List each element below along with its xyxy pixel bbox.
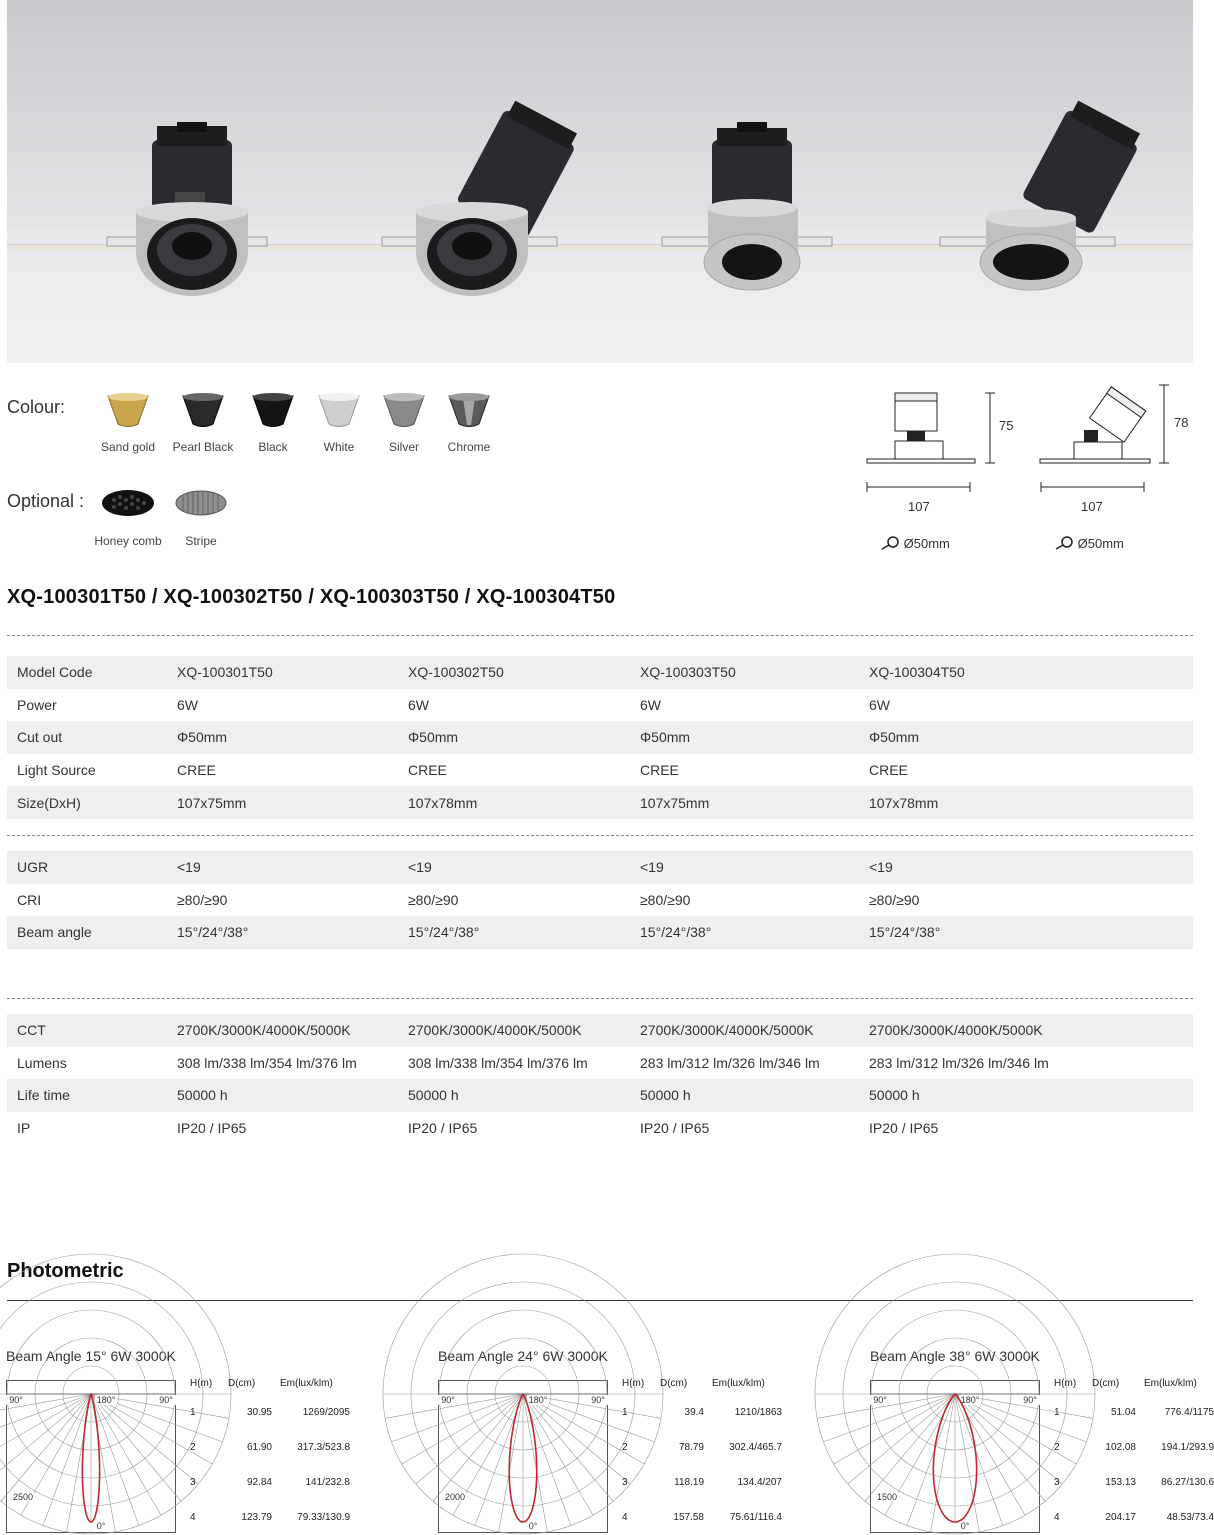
- spec-value: Φ50mm: [398, 721, 630, 754]
- illuminance-header: [190, 1378, 350, 1392]
- illuminance-cell: 1: [190, 1407, 196, 1418]
- optional-honeycomb[interactable]: [88, 486, 168, 548]
- illuminance-cell: 78.79: [678, 1442, 704, 1453]
- photometric-panel-38: [870, 1348, 1214, 1533]
- illuminance-row: [622, 1477, 782, 1491]
- cutout-value: Ø50mm: [903, 536, 950, 551]
- illuminance-cell: 1269/2095: [302, 1407, 350, 1418]
- photometric-title: Photometric: [7, 1260, 124, 1282]
- colour-swatch-sand-gold[interactable]: [88, 392, 168, 454]
- spec-label: Power: [7, 689, 167, 722]
- optional-label: Optional :: [7, 491, 85, 511]
- spec-value: IP20 / IP65: [167, 1112, 398, 1145]
- photometric-panel-title: Beam Angle 38° 6W 3000K: [870, 1348, 1040, 1364]
- cutout-icon: [880, 536, 900, 550]
- spec-value: Φ50mm: [167, 721, 398, 754]
- illuminance-cell: 75.61/116.4: [729, 1512, 782, 1523]
- cutout-value: Ø50mm: [1077, 536, 1124, 551]
- spec-value: <19: [859, 851, 1193, 884]
- spec-value: Φ50mm: [630, 721, 859, 754]
- polar-label-top: 180°: [528, 1395, 548, 1405]
- chrome-reflector-icon: [441, 392, 497, 430]
- spec-value: CREE: [398, 754, 630, 787]
- illuminance-row: [622, 1407, 782, 1421]
- illuminance-cell: 61.90: [246, 1442, 272, 1453]
- spec-value: 2700K/3000K/4000K/5000K: [859, 1014, 1193, 1047]
- spec-value: IP20 / IP65: [398, 1112, 630, 1145]
- models-title: XQ-100301T50 / XQ-100302T50 / XQ-100303T50 / XQ-100304T50: [7, 586, 616, 608]
- illuminance-cell: 39.4: [684, 1407, 704, 1418]
- optional-name: Honey comb: [94, 534, 162, 548]
- colour-name: Chrome: [447, 440, 491, 454]
- spec-value: 15°/24°/38°: [398, 916, 630, 949]
- lamp-tilted-deep: [940, 0, 1140, 320]
- divider: [7, 835, 1193, 836]
- illuminance-cell: 134.4/207: [737, 1477, 782, 1488]
- illuminance-header: [1054, 1378, 1214, 1392]
- illuminance-cell: D(cm): [228, 1378, 256, 1389]
- cutout-dimension: [1054, 536, 1124, 551]
- spec-table-general: [7, 656, 1193, 819]
- illuminance-cell: 51.04: [1110, 1407, 1136, 1418]
- illuminance-cell: 776.4/1175: [1164, 1407, 1214, 1418]
- illuminance-cell: H(m): [1054, 1378, 1077, 1389]
- illuminance-row: [1054, 1407, 1214, 1421]
- product-hero-image: [7, 0, 1193, 363]
- spec-value: ≥80/≥90: [398, 884, 630, 917]
- colour-name: Sand gold: [100, 440, 156, 454]
- colour-swatch-chrome[interactable]: [429, 392, 509, 454]
- illuminance-cell: 102.08: [1105, 1442, 1136, 1453]
- spec-value: 283 lm/312 lm/326 lm/346 lm: [630, 1047, 859, 1080]
- polar-scale-label: 1500: [876, 1492, 898, 1502]
- spec-value: IP20 / IP65: [630, 1112, 859, 1145]
- spec-value: 50000 h: [859, 1079, 1193, 1112]
- colour-label: Colour:: [7, 397, 66, 417]
- spec-value: 50000 h: [630, 1079, 859, 1112]
- spec-label: IP: [7, 1112, 167, 1145]
- spec-value: 2700K/3000K/4000K/5000K: [398, 1014, 630, 1047]
- illuminance-cell: 194.1/293.9: [1161, 1442, 1214, 1453]
- polar-diagram: [438, 1380, 608, 1533]
- lamp-fixed-reflector: [97, 0, 297, 320]
- spec-value: 308 lm/338 lm/354 lm/376 lm: [167, 1047, 398, 1080]
- colour-name: Silver: [388, 440, 419, 454]
- cutout-dimension: [880, 536, 950, 551]
- polar-diagram: [870, 1380, 1040, 1533]
- illuminance-cell: 317.3/523.8: [297, 1442, 350, 1453]
- spec-label: Life time: [7, 1079, 167, 1112]
- spec-value: 6W: [167, 689, 398, 722]
- spec-value: 50000 h: [167, 1079, 398, 1112]
- illuminance-cell: 123.79: [241, 1512, 272, 1523]
- spec-value: XQ-100302T50: [398, 656, 630, 689]
- spec-label: Light Source: [7, 754, 167, 787]
- illuminance-cell: 141/232.8: [305, 1477, 350, 1488]
- illuminance-cell: 3: [1054, 1477, 1060, 1488]
- table-row: [7, 1014, 1193, 1047]
- spec-value: 6W: [630, 689, 859, 722]
- spec-value: <19: [167, 851, 398, 884]
- photometric-panel-title: Beam Angle 24° 6W 3000K: [438, 1348, 608, 1364]
- illuminance-cell: 30.95: [246, 1407, 272, 1418]
- colour-name: Pearl Black: [172, 440, 234, 454]
- illuminance-row: [190, 1477, 350, 1491]
- illuminance-cell: 92.84: [246, 1477, 272, 1488]
- spec-value: 107x75mm: [630, 786, 859, 819]
- spec-value: CREE: [630, 754, 859, 787]
- lamp-fixed-deep: [662, 0, 862, 320]
- table-row: [7, 1112, 1193, 1145]
- illuminance-cell: H(m): [622, 1378, 645, 1389]
- dimension-drawing-tilted: [1036, 380, 1196, 494]
- illuminance-cell: 4: [622, 1512, 628, 1523]
- spec-value: 6W: [859, 689, 1193, 722]
- polar-label-left: 90°: [873, 1395, 887, 1405]
- spec-value: 2700K/3000K/4000K/5000K: [167, 1014, 398, 1047]
- photometric-panel-24: [438, 1348, 782, 1533]
- spec-label: Lumens: [7, 1047, 167, 1080]
- table-row: [7, 689, 1193, 722]
- spec-value: ≥80/≥90: [859, 884, 1193, 917]
- spec-value: CREE: [859, 754, 1193, 787]
- table-row: [7, 1079, 1193, 1112]
- illuminance-cell: 2: [190, 1442, 196, 1453]
- colour-name: White: [323, 440, 355, 454]
- illuminance-cell: 2: [622, 1442, 628, 1453]
- illuminance-cell: 4: [190, 1512, 196, 1523]
- sand-gold-reflector-icon: [100, 392, 156, 430]
- photometric-rule: [7, 1300, 1193, 1301]
- illuminance-header: [622, 1378, 782, 1392]
- polar-diagram: [6, 1380, 176, 1533]
- spec-value: 107x75mm: [167, 786, 398, 819]
- spec-label: CCT: [7, 1014, 167, 1047]
- spec-value: 6W: [398, 689, 630, 722]
- spec-value: Φ50mm: [859, 721, 1193, 754]
- spec-value: XQ-100303T50: [630, 656, 859, 689]
- illuminance-row: [622, 1512, 782, 1526]
- illuminance-cell: 204.17: [1105, 1512, 1136, 1523]
- illuminance-cell: 2: [1054, 1442, 1060, 1453]
- spec-value: 107x78mm: [859, 786, 1193, 819]
- spec-value: XQ-100304T50: [859, 656, 1193, 689]
- polar-label-right: 90°: [591, 1395, 605, 1405]
- table-row: [7, 656, 1193, 689]
- spec-label: Beam angle: [7, 916, 167, 949]
- spec-label: Cut out: [7, 721, 167, 754]
- spec-value: ≥80/≥90: [167, 884, 398, 917]
- spec-label: CRI: [7, 884, 167, 917]
- illuminance-row: [1054, 1477, 1214, 1491]
- polar-scale-label: 2500: [12, 1492, 34, 1502]
- colour-swatch-pearl-black[interactable]: [163, 392, 243, 454]
- illuminance-row: [1054, 1512, 1214, 1526]
- spec-label: UGR: [7, 851, 167, 884]
- table-row: [7, 1047, 1193, 1080]
- illuminance-row: [622, 1442, 782, 1456]
- silver-reflector-icon: [376, 392, 432, 430]
- dimension-drawing-fixed: [862, 383, 1012, 493]
- spec-value: <19: [630, 851, 859, 884]
- optional-stripe[interactable]: [161, 486, 241, 548]
- polar-label-top: 180°: [96, 1395, 116, 1405]
- spec-value: 107x78mm: [398, 786, 630, 819]
- illuminance-cell: Em(lux/klm): [712, 1378, 765, 1389]
- polar-scale-label: 2000: [444, 1492, 466, 1502]
- illuminance-cell: 48.53/73.4: [1166, 1512, 1214, 1523]
- table-row: [7, 916, 1193, 949]
- height-dimension: 75: [999, 418, 1014, 433]
- illuminance-cell: 1: [622, 1407, 628, 1418]
- spec-value: ≥80/≥90: [630, 884, 859, 917]
- honeycomb-icon: [100, 486, 156, 524]
- spec-value: 15°/24°/38°: [167, 916, 398, 949]
- spec-value: 15°/24°/38°: [630, 916, 859, 949]
- table-row: [7, 721, 1193, 754]
- polar-label-right: 90°: [159, 1395, 173, 1405]
- polar-label-bottom: 0°: [528, 1521, 538, 1531]
- illuminance-cell: 79.33/130.9: [297, 1512, 350, 1523]
- spec-value: 283 lm/312 lm/326 lm/346 lm: [859, 1047, 1193, 1080]
- spec-value: 2700K/3000K/4000K/5000K: [630, 1014, 859, 1047]
- width-dimension: 107: [908, 499, 930, 514]
- illuminance-cell: 1210/1863: [734, 1407, 782, 1418]
- table-row: [7, 754, 1193, 787]
- illuminance-row: [1054, 1442, 1214, 1456]
- illuminance-cell: H(m): [190, 1378, 213, 1389]
- photometric-panel-15: [6, 1348, 350, 1533]
- illuminance-cell: Em(lux/klm): [1144, 1378, 1197, 1389]
- spec-value: XQ-100301T50: [167, 656, 398, 689]
- spec-label: Model Code: [7, 656, 167, 689]
- illuminance-cell: 3: [190, 1477, 196, 1488]
- spec-value: <19: [398, 851, 630, 884]
- colour-name: Black: [258, 440, 288, 454]
- illuminance-cell: D(cm): [1092, 1378, 1120, 1389]
- illuminance-cell: 157.58: [673, 1512, 704, 1523]
- table-row: [7, 786, 1193, 819]
- photometric-panel-title: Beam Angle 15° 6W 3000K: [6, 1348, 176, 1364]
- polar-label-left: 90°: [441, 1395, 455, 1405]
- polar-label-right: 90°: [1023, 1395, 1037, 1405]
- illuminance-cell: 1: [1054, 1407, 1060, 1418]
- illuminance-cell: 302.4/465.7: [729, 1442, 782, 1453]
- illuminance-row: [190, 1442, 350, 1456]
- stripe-icon: [173, 486, 229, 524]
- polar-label-bottom: 0°: [96, 1521, 106, 1531]
- black-reflector-icon: [245, 392, 301, 430]
- white-reflector-icon: [311, 392, 367, 430]
- illuminance-cell: 3: [622, 1477, 628, 1488]
- table-row: [7, 851, 1193, 884]
- divider: [7, 998, 1193, 999]
- spec-value: 15°/24°/38°: [859, 916, 1193, 949]
- illuminance-cell: Em(lux/klm): [280, 1378, 333, 1389]
- optional-name: Stripe: [185, 534, 217, 548]
- spec-value: 50000 h: [398, 1079, 630, 1112]
- illuminance-row: [190, 1407, 350, 1421]
- spec-table-output: [7, 1014, 1193, 1144]
- polar-label-top: 180°: [960, 1395, 980, 1405]
- illuminance-cell: 153.13: [1105, 1477, 1136, 1488]
- spec-value: 308 lm/338 lm/354 lm/376 lm: [398, 1047, 630, 1080]
- pearl-black-reflector-icon: [175, 392, 231, 430]
- height-dimension: 78: [1174, 415, 1189, 430]
- divider: [7, 635, 1193, 636]
- illuminance-cell: 118.19: [674, 1477, 704, 1488]
- illuminance-cell: 86.27/130.6: [1161, 1477, 1214, 1488]
- lamp-tilted-reflector: [377, 0, 577, 320]
- polar-label-bottom: 0°: [960, 1521, 970, 1531]
- spec-value: CREE: [167, 754, 398, 787]
- spec-value: IP20 / IP65: [859, 1112, 1193, 1145]
- spec-label: Size(DxH): [7, 786, 167, 819]
- polar-label-left: 90°: [9, 1395, 23, 1405]
- spec-table-optics: [7, 851, 1193, 949]
- illuminance-row: [190, 1512, 350, 1526]
- cutout-icon: [1054, 536, 1074, 550]
- illuminance-cell: D(cm): [660, 1378, 688, 1389]
- illuminance-cell: 4: [1054, 1512, 1060, 1523]
- width-dimension: 107: [1081, 499, 1103, 514]
- table-row: [7, 884, 1193, 917]
